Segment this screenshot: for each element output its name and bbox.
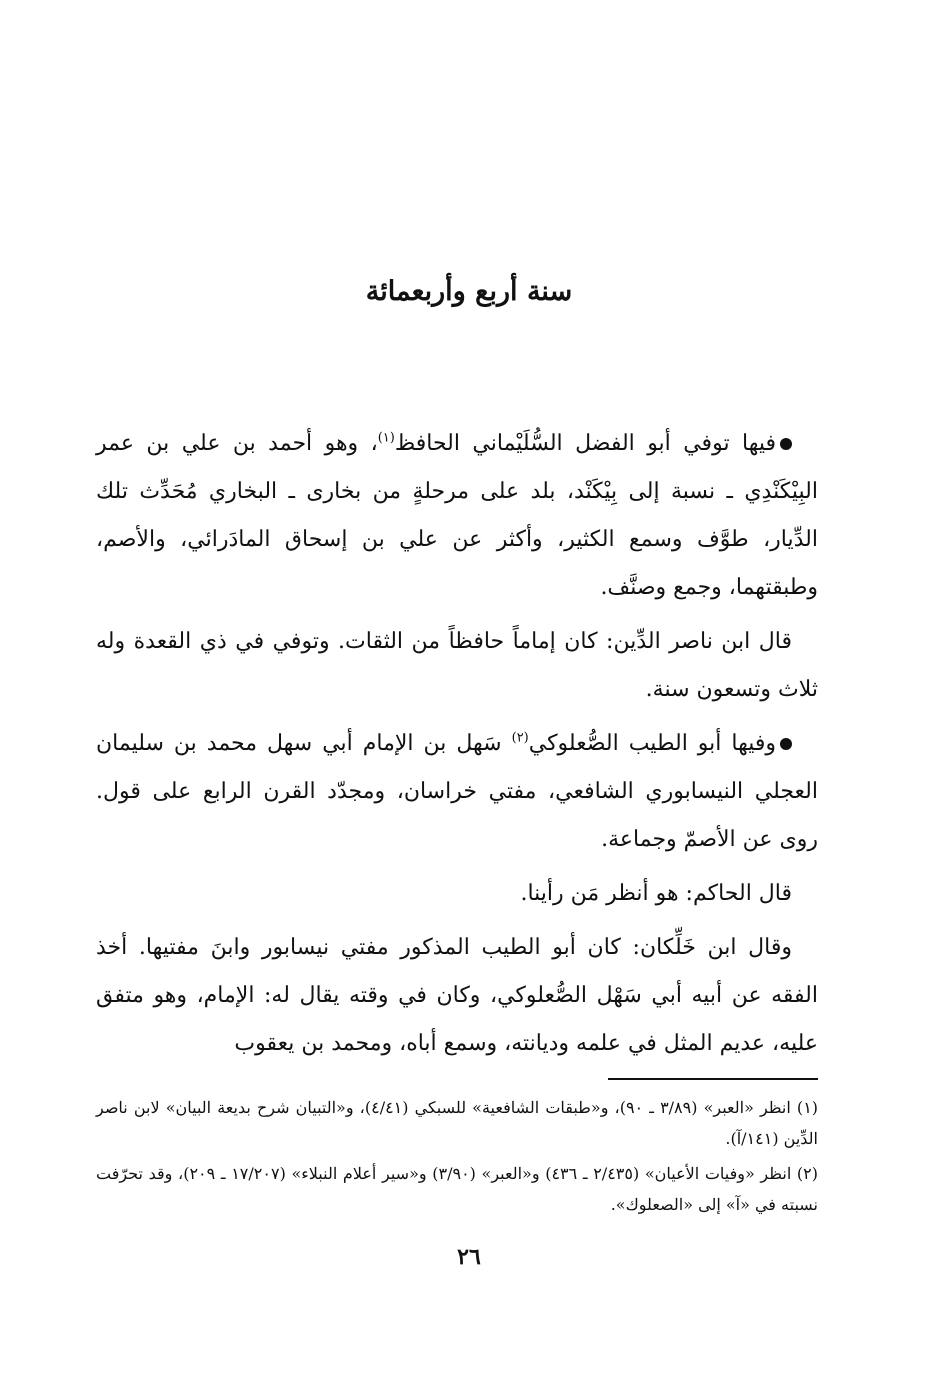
bullet-icon	[780, 438, 792, 450]
main-text	[96, 420, 818, 1074]
footnote-ref-1: (١)	[377, 430, 395, 446]
section-title: سنة أربع وأربعمائة	[365, 276, 573, 307]
footnote-divider	[608, 1078, 818, 1080]
paragraph-5: وقال ابن خَلِّكان: كان أبو الطيب المذكور مفتي نيسابور وابنَ مفتيها. أخذ الفقه عن أبيه أبي سَهْل الصُّعلوكي، وكان في وقته يقال له: الإمام، وهو متفق عليه، عديم المثل في علمه وديانته، وسمع أباه، ومحمد بن يعقوب	[96, 935, 818, 1056]
paragraph-3-text-a: وفيها أبو الطيب الصُّعلوكي	[528, 731, 776, 756]
paragraph-2: قال ابن ناصر الدِّين: كان إماماً حافظاً من الثقات. وتوفي في ذي القعدة وله ثلاث وتسعون سنة.	[96, 629, 818, 702]
paragraph-1	[96, 420, 818, 612]
footnotes	[96, 1092, 818, 1224]
paragraph-1-text-b: ، وهو أحمد بن علي بن عمر البِيْكَنْدِي ـ نسبة إلى بِيْكَنْد، بلد على مرحلةٍ من بخارى ـ البخاري مُحَدِّث تلك الدِّيار، طوَّف وسمع الكثير، وأكثر عن علي بن إسحاق المادَرائي، والأصم، وطبقتهما، وجمع وصنَّف.	[96, 431, 818, 600]
bullet-icon	[780, 738, 792, 750]
paragraph-1-text-a: فيها توفي أبو الفضل السُّلَيْماني الحافظ	[394, 431, 776, 456]
footnote-1: (١) انظر «العبر» (٣/٨٩ ـ ٩٠)، و«طبقات الشافعية» للسبكي (٤/٤١)، و«التبيان شرح بديعة البيان» لابن ناصر الدِّين (١٤١/آ).	[96, 1098, 819, 1148]
footnote-2: (٢) انظر «وفيات الأعيان» (٢/٤٣٥ ـ ٤٣٦) و«العبر» (٣/٩٠) و«سير أعلام النبلاء» (١٧/٢٠٧ ـ ٢٠٩)، وقد تحرّفت نسبته في «آ» إلى «الصعلوك».	[96, 1164, 819, 1214]
paragraph-3-text-b: سَهل بن الإمام أبي سهل محمد بن سليمان العجلي النيسابوري الشافعي، مفتي خراسان، ومجدّد القرن الرابع على قول. روى عن الأصمّ وجماعة.	[96, 731, 818, 852]
page-number: ٢٦	[457, 1244, 481, 1270]
footnote-ref-2: (٢)	[511, 730, 529, 746]
paragraph-3	[96, 720, 818, 864]
paragraph-4: قال الحاكم: هو أنظر مَن رأينا.	[520, 881, 792, 906]
